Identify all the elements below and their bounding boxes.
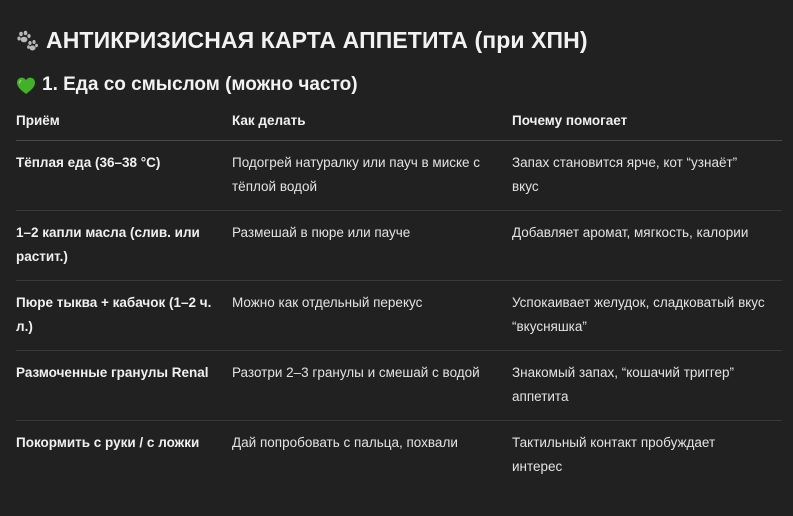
cell-why: Знакомый запах, “кошачий триггер” аппетита — [512, 351, 782, 421]
cell-technique: 1–2 капли масла (слив. или растит.) — [16, 211, 232, 281]
cell-how: Дай попробовать с пальца, похвали — [232, 435, 458, 450]
table-row — [16, 281, 782, 351]
column-header-why: Почему помогает — [512, 109, 782, 141]
cell-how: Можно как отдельный перекус — [232, 281, 512, 351]
column-header-how: Как делать — [232, 109, 512, 141]
section-heading — [16, 70, 782, 100]
table-row — [16, 141, 782, 211]
cell-why: Успокаивает желудок, сладковатый вкус “вкусняшка” — [512, 281, 782, 351]
cell-how: Разотри 2–3 гранулы и смешай с водой — [232, 351, 512, 421]
cell-technique: Покормить с руки / с ложки — [16, 435, 200, 450]
table-row — [16, 421, 782, 491]
cell-how: Размешай в пюре или пауче — [232, 211, 512, 281]
chat-message-content — [16, 22, 782, 490]
cell-technique: Пюре тыква + кабачок (1–2 ч. л.) — [16, 281, 232, 351]
green-heart-icon — [16, 76, 36, 96]
cell-how: Подогрей натуралку или пауч в миске с тёплой водой — [232, 141, 512, 211]
cell-technique: Размоченные гранулы Renal — [16, 351, 232, 421]
cell-why: Добавляет аромат, мягкость, калории — [512, 211, 782, 281]
table-row — [16, 351, 782, 421]
appetite-table — [16, 109, 782, 490]
table-row — [16, 211, 782, 281]
section-heading-text: 1. Еда со смыслом (можно часто) — [42, 74, 358, 95]
paw-prints-icon — [16, 30, 38, 52]
column-header-technique: Приём — [16, 109, 232, 141]
page-title-text: АНТИКРИЗИСНАЯ КАРТА АППЕТИТА (при ХПН) — [46, 26, 588, 53]
cell-why: Тактильный контакт пробуждает интерес — [512, 435, 716, 474]
table-header-row — [16, 109, 782, 141]
page-title — [16, 22, 782, 58]
cell-technique: Тёплая еда (36–38 °C) — [16, 141, 232, 211]
cell-why: Запах становится ярче, кот “узнаёт” вкус — [512, 141, 782, 211]
